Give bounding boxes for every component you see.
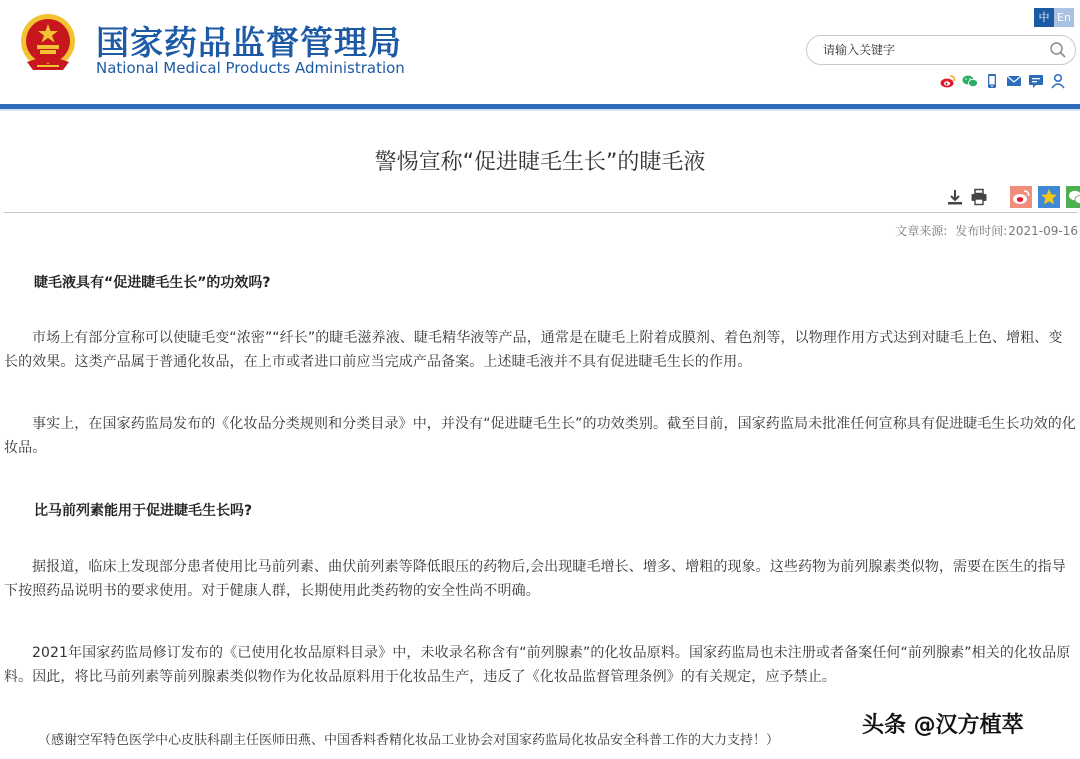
paragraph-2: 事实上，在国家药监局发布的《化妆品分类规则和分类目录》中，并没有“促进睫毛生长”的功效类别。截至目前，国家药监局未批准任何宣称具有促进睫毛生长功效的化妆品。 (4, 416, 1077, 456)
site-name-en[interactable]: National Medical Products Administration (96, 59, 405, 77)
search-icon[interactable] (1049, 41, 1067, 59)
mail-icon[interactable] (1006, 73, 1022, 89)
acknowledgement: （感谢空军特色医学中心皮肤科副主任医师田燕、中国香料香精化妆品工业协会对国家药监局化妆品安全科普工作的大力支持！） (38, 733, 780, 748)
lang-en-button[interactable]: En (1054, 8, 1074, 27)
date-label: 发布时间: (955, 224, 1008, 238)
paragraph-1: 市场上有部分宣称可以使睫毛变“浓密”“纤长”的睫毛滋养液、睫毛精华液等产品，通常是在睫毛上附着成膜剂、着色剂等，以物理作用方式达到对睫毛上色、增粗、变长的效果。这类产品属于普通化妆品，在上市或者进口前应当完成产品备案。上述睫毛液并不具有促进睫毛生长的作用。 (4, 330, 1063, 370)
share-weibo-icon[interactable] (1010, 186, 1032, 208)
paragraph-3: 据报道，临床上发现部分患者使用比马前列素、曲伏前列素等降低眼压的药物后,会出现睫毛增长、增多、增粗的现象。这些药物为前列腺素类似物，需要在医生的指导下按照药品说明书的要求使用。对于健康人群，长期使用此类药物的安全性尚不明确。 (4, 559, 1066, 599)
article-meta (891, 222, 1078, 239)
social-links (940, 73, 1066, 89)
share-qzone-icon[interactable] (1038, 186, 1060, 208)
message-icon[interactable] (1028, 73, 1044, 89)
download-icon[interactable] (946, 188, 964, 206)
site-name-cn[interactable]: 国家药品监督管理局 (96, 23, 402, 62)
share-wechat-icon[interactable] (1066, 186, 1080, 208)
article-tools (946, 186, 1080, 208)
title-divider (4, 212, 1078, 213)
wechat-icon[interactable] (962, 73, 978, 89)
lang-cn-button[interactable]: 中 (1034, 8, 1054, 27)
user-icon[interactable] (1050, 73, 1066, 89)
paragraph-4: 2021年国家药监局修订发布的《已使用化妆品原料目录》中，未收录名称含有“前列腺素”的化妆品原料。国家药监局也未注册或者备案任何“前列腺素”相关的化妆品原料。因此，将比马前列素等前列腺素类似物作为化妆品原料用于化妆品生产，违反了《化妆品监督管理条例》的有关规定，应予禁止。 (4, 645, 1071, 685)
national-emblem-icon[interactable] (17, 12, 79, 74)
section-heading-1: 睫毛液具有“促进睫毛生长”的功效吗? (34, 275, 271, 291)
search-input[interactable] (823, 42, 1033, 58)
print-icon[interactable] (970, 188, 988, 206)
watermark-text: 头条 @汉方植萃 (862, 713, 1024, 738)
article-title: 警惕宣称“促进睫毛生长”的睫毛液 (374, 150, 706, 175)
publish-date: 2021-09-16 (1008, 224, 1078, 238)
weibo-icon[interactable] (940, 73, 956, 89)
source-label: 文章来源: (895, 224, 948, 238)
mobile-icon[interactable] (984, 73, 1000, 89)
section-heading-2: 比马前列素能用于促进睫毛生长吗? (34, 503, 253, 519)
header-divider-light (0, 109, 1080, 111)
search-box (806, 35, 1076, 65)
language-switch (1034, 8, 1074, 27)
site-header (0, 0, 1080, 104)
